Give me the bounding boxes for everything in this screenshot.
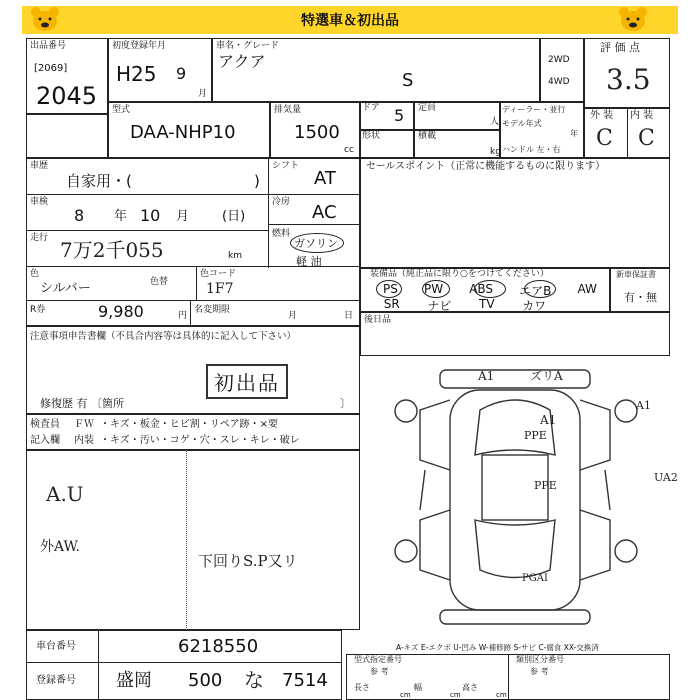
damage-legend: A-キズ E-エクボ U-凹み W-補修跡 S-サビ C-腐食 XX-交換済 — [396, 643, 599, 652]
score-label: 評 価 点 — [600, 41, 640, 54]
front-bumper — [440, 370, 590, 388]
month-unit: 月 — [198, 89, 208, 99]
inspection-day: (日) — [222, 209, 246, 224]
bear-mascot-icon — [618, 6, 648, 32]
handwritten-au: A.U — [46, 482, 84, 506]
inspector-label: 検査員 — [30, 419, 60, 430]
fuel-gasoline: ガソリン — [294, 237, 338, 250]
model-label: 型式 — [112, 105, 131, 115]
int-label: 内 装 — [630, 110, 654, 121]
engine-label: 排気量 — [274, 105, 302, 115]
history-value: 自家用・( — [66, 172, 132, 190]
equipment-item: SR — [383, 297, 400, 311]
equipment-item: ABS — [469, 282, 494, 296]
after-parts-label: 後日品 — [364, 315, 392, 325]
width-label: 幅 — [414, 683, 422, 692]
shape-label: 形状 — [362, 131, 381, 141]
drive-box — [540, 38, 584, 102]
inspection-month: 10 — [140, 206, 161, 225]
color-code-label: 色コード — [200, 269, 237, 279]
lot-number: 2045 — [36, 82, 98, 110]
interior-items: ・キズ・汚い・コゲ・穴・スレ・キレ・破レ — [100, 435, 300, 446]
cm-unit-1: cm — [400, 691, 411, 699]
mark-a1-top: A1 — [478, 369, 495, 383]
inspection-year: 8 — [74, 206, 85, 225]
doors-label: ドア — [362, 103, 380, 113]
mileage-label: 走行 — [30, 233, 49, 243]
tire-fl — [395, 400, 417, 422]
left-rear-door — [420, 510, 450, 580]
mark-a1-side: A1 — [636, 399, 651, 412]
header-title: 特選車＆初出品 — [301, 13, 399, 29]
chassis-label: 車台番号 — [36, 641, 76, 652]
lot-sub: [2069] — [34, 63, 68, 74]
score-value: 3.5 — [606, 63, 651, 96]
ext-value: C — [596, 126, 613, 151]
meigi-label: 名変期限 — [194, 305, 231, 315]
first-reg-month: 9 — [176, 64, 187, 83]
equipment-item: PS — [383, 282, 398, 296]
load-label: 積載 — [418, 131, 437, 141]
color-code: 1F7 — [206, 281, 234, 297]
type-no-label: 型式指定番号 — [354, 655, 402, 664]
engine-value: 1500 — [294, 122, 340, 143]
dealer-label: ディーラー・並行 — [502, 105, 566, 114]
fuel-circle — [290, 233, 344, 253]
mark-zuri: ズリA — [530, 369, 563, 383]
equipment-label: 装備品（純正品に限り○をつけてください） — [370, 269, 549, 279]
equipment-item: AW — [577, 282, 597, 296]
chassis-value: 6218550 — [178, 636, 259, 657]
equipment-item: カワ — [522, 299, 547, 313]
car-damage-diagram — [380, 360, 680, 630]
aircon-label: 冷房 — [272, 197, 291, 207]
history-close: ) — [254, 172, 260, 190]
fw-label: ＦＷ — [74, 419, 94, 430]
plate-number: 7514 — [282, 670, 328, 691]
plate-class: 500 — [188, 670, 223, 691]
cap-label: 定員 — [418, 103, 437, 113]
color-label: 色 — [30, 269, 40, 279]
recycle-unit: 円 — [178, 311, 188, 321]
mileage-unit: km — [228, 251, 242, 261]
doors-value: 5 — [394, 106, 405, 125]
shift-value: AT — [314, 168, 336, 189]
engine-unit: cc — [344, 145, 354, 155]
model-value: DAA-NHP10 — [130, 122, 236, 143]
equip-circle-pw — [422, 280, 450, 298]
inspection-label: 車検 — [30, 197, 49, 207]
drive-2wd: 2WD — [548, 55, 570, 65]
handwritten-outer-aw: 外AW. — [40, 539, 80, 555]
right-front-door — [580, 400, 610, 470]
fuel-label: 燃料 — [272, 229, 291, 239]
left-pillar — [420, 470, 425, 510]
shift-label: シフト — [272, 161, 300, 171]
plate-area: 盛岡 — [116, 670, 152, 691]
year-unit: 年 — [570, 129, 578, 138]
aircon-value: AC — [312, 202, 337, 223]
recycle-label: R券 — [30, 305, 46, 315]
car-name: アクア — [218, 52, 266, 71]
model-year-label: モデル年式 — [502, 119, 542, 128]
cap-unit: 人 — [490, 117, 500, 127]
fw-items: ・キズ・板金・ヒビ割・リペア跡・×要 — [100, 419, 278, 430]
length-label: 長さ — [354, 683, 370, 692]
meigi-month: 月 — [288, 311, 298, 321]
equipment-item: ナビ — [427, 299, 452, 313]
cm-unit-2: cm — [450, 691, 461, 699]
equip-circle-airbag — [524, 280, 556, 298]
right-pillar — [605, 470, 610, 510]
repair-history: 修復歴 有 〔箇所 — [40, 397, 124, 410]
first-reg-year: H25 — [116, 62, 157, 86]
mark-pgai: PGAI — [522, 573, 548, 584]
color-change-label: 色替 — [150, 277, 169, 287]
mark-ppe-2: PPE — [534, 479, 557, 492]
ext-label: 外 装 — [590, 110, 614, 121]
tire-rr — [615, 540, 637, 562]
interior-label: 内装 — [74, 435, 94, 446]
equipment-item: エアB — [519, 284, 552, 298]
equip-circle-ps — [376, 280, 402, 298]
recycle-value: 9,980 — [98, 302, 144, 321]
equipment-row-2 — [370, 297, 560, 311]
car-label: 車名・グレード — [216, 41, 280, 51]
mark-ppe-1: PPE — [524, 429, 547, 442]
plate-label: 登録番号 — [36, 675, 76, 686]
mark-a1-right: A1 — [540, 413, 557, 427]
rear-bumper — [440, 610, 590, 624]
first-reg-label: 初度登録年月 — [112, 41, 167, 51]
drive-4wd: 4WD — [548, 77, 570, 87]
equipment-item: TV — [479, 297, 495, 311]
tire-rl — [395, 540, 417, 562]
cat-no-label: 類別区分番号 — [516, 655, 564, 664]
tire-fr — [615, 400, 637, 422]
meigi-day: 日 — [344, 311, 354, 321]
after-parts-box — [360, 312, 670, 356]
new-warranty-value: 有・無 — [624, 291, 657, 304]
color-value: シルバー — [40, 281, 91, 296]
sales-point-label: セールスポイント（正常に機能するものに限ります） — [366, 161, 606, 172]
inspection-m-unit: 月 — [176, 209, 190, 224]
mark-ua2: UA2 — [654, 471, 678, 484]
handle-label: ハンドル 左・右 — [502, 145, 561, 154]
ref-label-1: 参 考 — [370, 667, 389, 676]
history-label: 車歴 — [30, 161, 49, 171]
fuel-diesel: 軽 油 — [296, 255, 322, 268]
entry-label: 記入欄 — [30, 435, 60, 446]
height-label: 高さ — [462, 683, 478, 692]
rear-window — [475, 520, 555, 578]
load-unit: kg — [490, 147, 501, 157]
bear-mascot-icon — [30, 6, 60, 32]
left-front-door — [420, 400, 450, 470]
equipment-item: PW — [424, 282, 444, 296]
inspection-y-unit: 年 — [114, 209, 128, 224]
right-rear-door — [580, 510, 610, 580]
first-listing-stamp: 初出品 — [206, 364, 288, 399]
model-left-filler — [26, 114, 108, 158]
sales-point-box — [360, 158, 670, 268]
notes-label: 注意事項申告書欄（不具合内容等は具体的に記入して下さい） — [30, 331, 297, 342]
mileage-value: 7万2千055 — [60, 238, 164, 262]
lot-label: 出品番号 — [30, 41, 67, 51]
plate-kana: な — [244, 668, 264, 692]
repair-close: 〕 — [340, 397, 351, 410]
new-warranty-label: 新車保証書 — [616, 270, 656, 279]
car-grade: S — [402, 70, 414, 91]
cm-unit-3: cm — [496, 691, 507, 699]
header-banner — [22, 6, 678, 34]
ref-label-2: 参 考 — [530, 667, 549, 676]
int-value: C — [638, 126, 655, 151]
equip-circle-abs — [474, 280, 506, 298]
windshield — [475, 400, 555, 455]
handwritten-lower: 下回りS.P又リ — [198, 552, 298, 570]
